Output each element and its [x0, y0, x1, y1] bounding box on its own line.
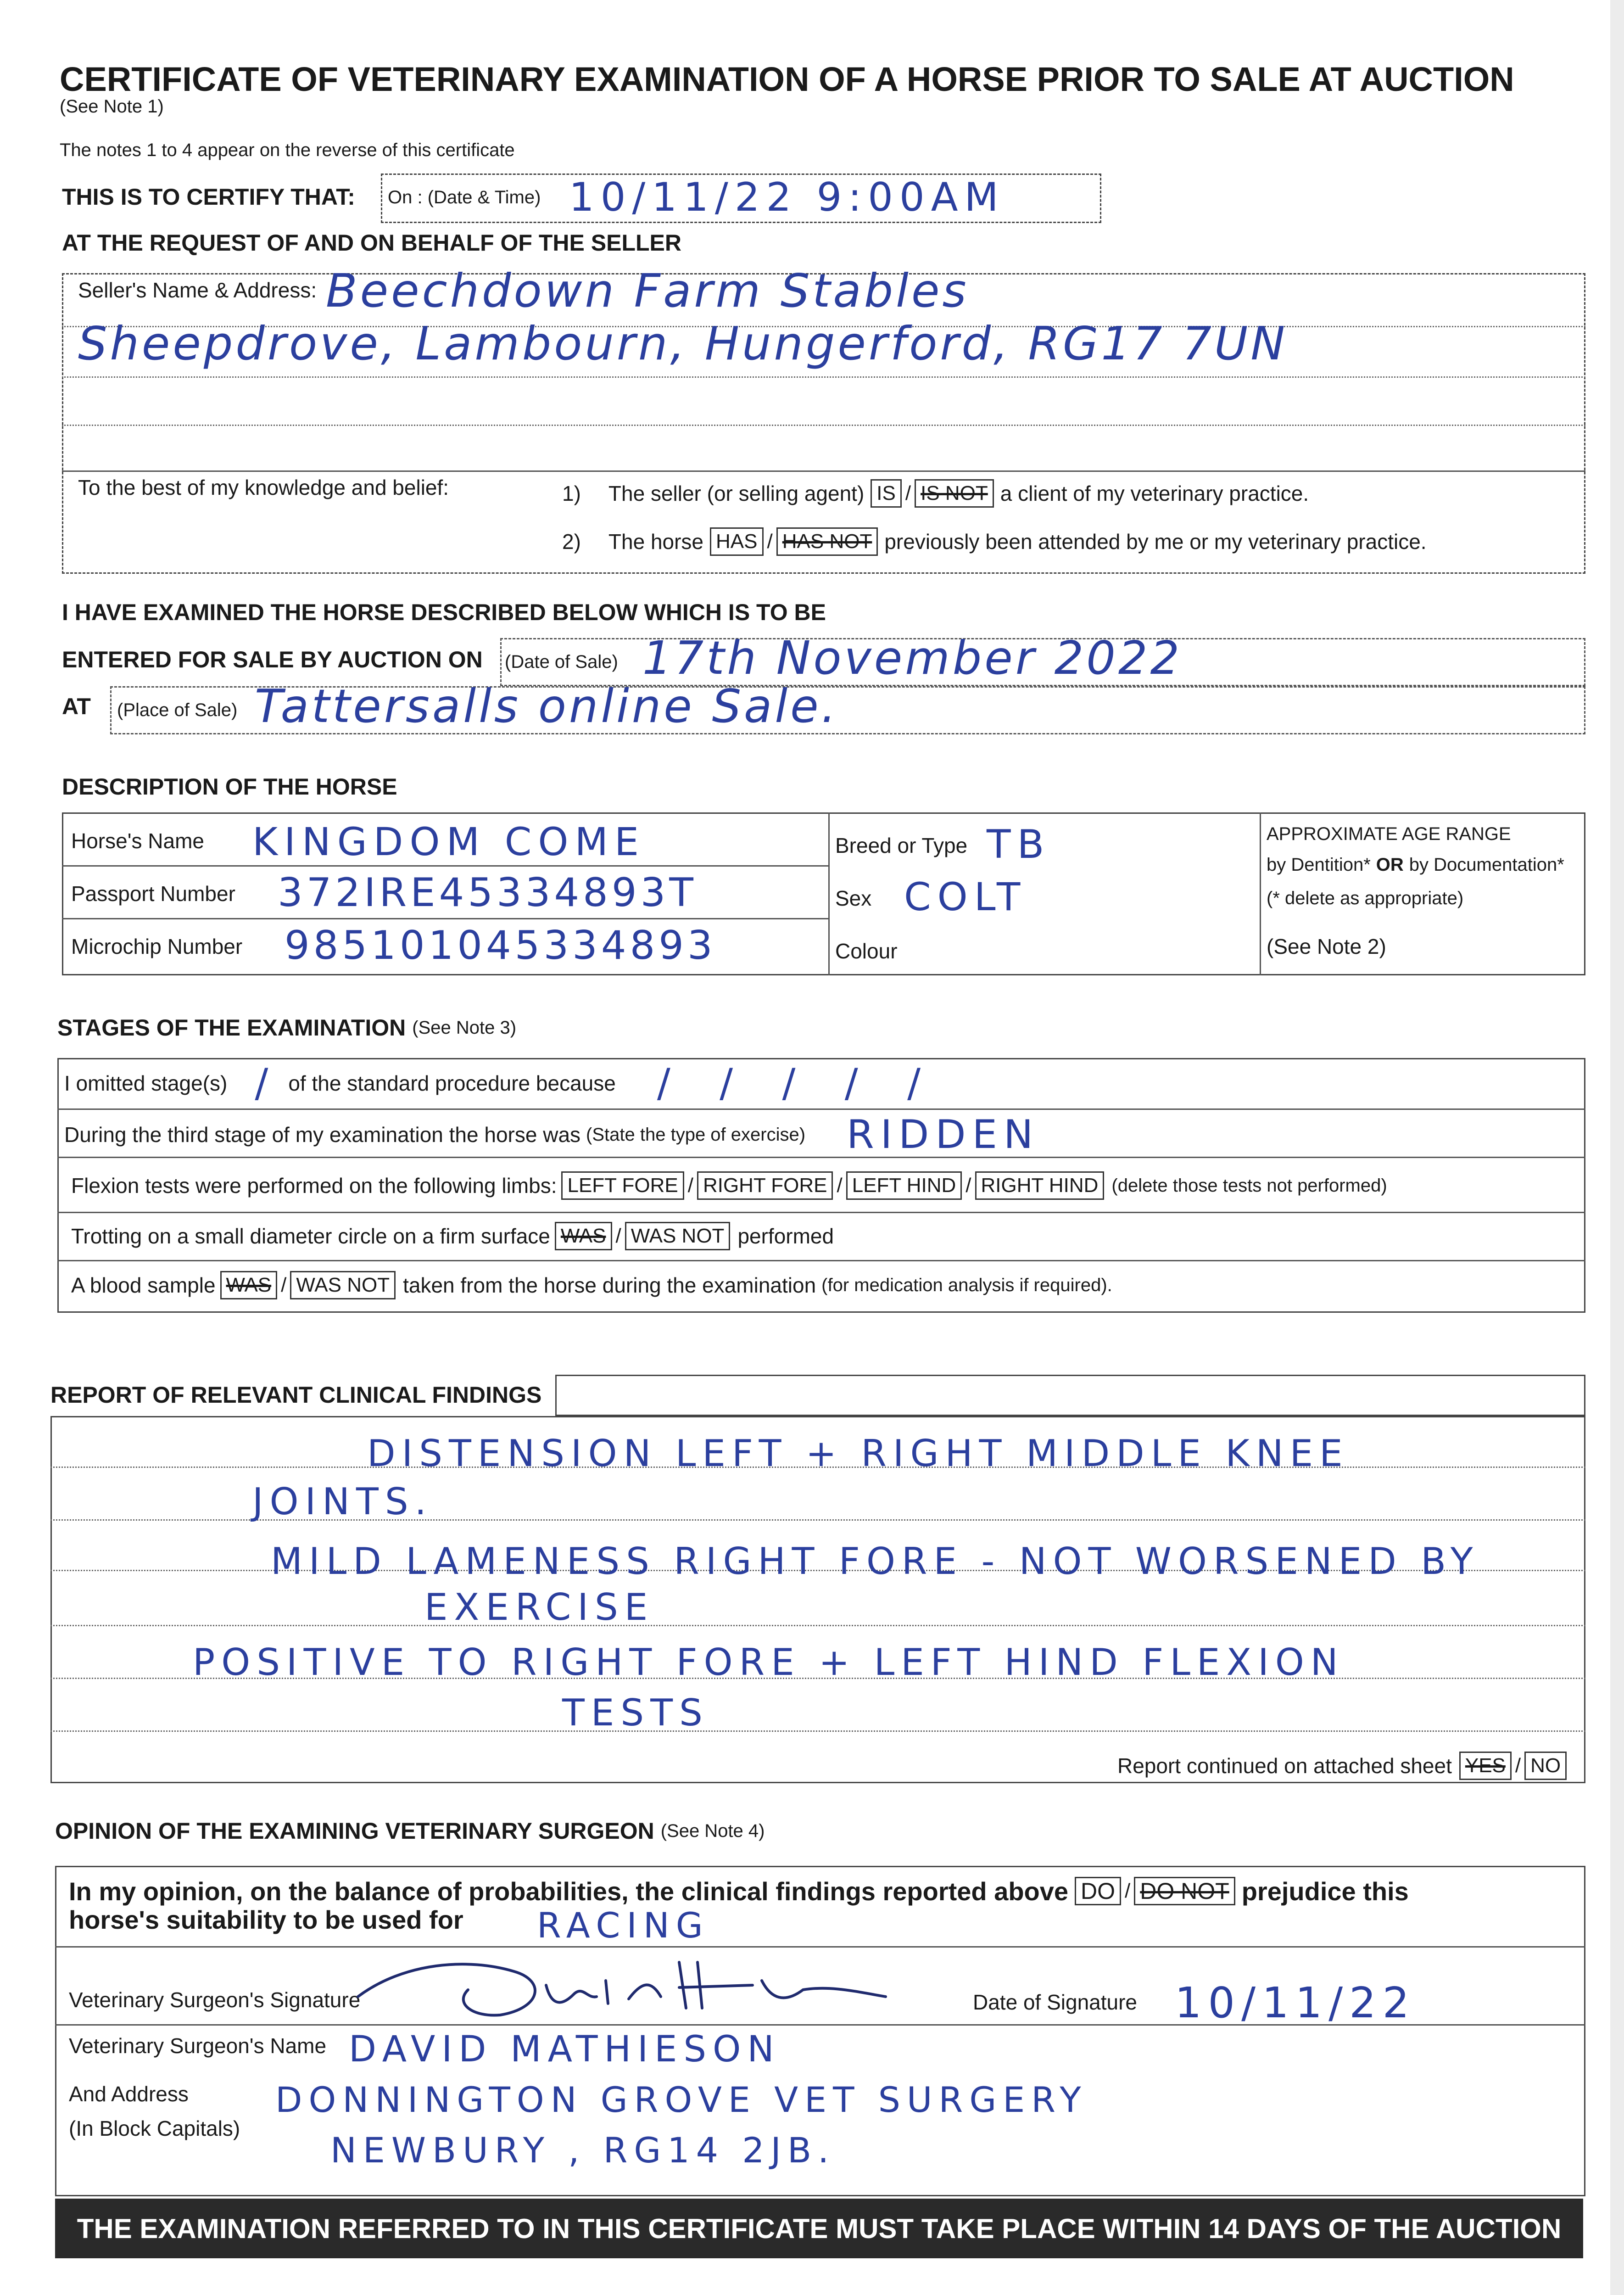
date-of-sale-label: (Date of Sale) [505, 652, 618, 672]
flexion-right-hind[interactable]: RIGHT HIND [975, 1171, 1105, 1200]
entered-label: ENTERED FOR SALE BY AUCTION ON [62, 647, 483, 672]
flexion-label: Flexion tests were performed on the following limbs: [71, 1174, 557, 1198]
date-of-signature-value: 10/11/22 [1175, 1978, 1416, 2027]
omitted-pre: I omitted stage(s) [64, 1071, 228, 1095]
item2-has-not-option[interactable]: HAS NOT [776, 527, 878, 556]
trotting-was-option[interactable]: WAS [555, 1222, 612, 1250]
item1-slash: / [905, 482, 911, 504]
desc-col-line-2 [1260, 812, 1261, 975]
vet-name-value: DAVID MATHIESON [349, 2029, 781, 2070]
opinion-text-pre: In my opinion, on the balance of probabilities, the clinical findings reported above [69, 1876, 1069, 1906]
opinion-line-1 [55, 1946, 1585, 1948]
passport-value: 372IRE45334893T [278, 870, 697, 916]
flexion-left-fore[interactable]: LEFT FORE [561, 1171, 684, 1200]
third-stage-label: During the third stage of my examination the horse was [64, 1123, 581, 1147]
flexion-right-fore[interactable]: RIGHT FORE [697, 1171, 833, 1200]
item1-is-option[interactable]: IS [871, 479, 902, 508]
blood-was-option[interactable]: WAS [220, 1271, 278, 1299]
desc-row-line-1 [62, 865, 828, 867]
blood-slash: / [281, 1274, 287, 1296]
at-label: AT [62, 694, 91, 719]
flexion-slash-1: / [687, 1174, 693, 1197]
signature-value [349, 1958, 415, 1968]
flexion-row [71, 1170, 1387, 1202]
trotting-label: Trotting on a small diameter circle on a firm surface [71, 1224, 550, 1248]
vet-name-label: Veterinary Surgeon's Name [69, 2034, 327, 2058]
seller-line-2 [62, 376, 1585, 378]
certify-label: THIS IS TO CERTIFY THAT: [62, 184, 355, 210]
desc-col-line-1 [828, 812, 830, 975]
third-stage-row [64, 1112, 1040, 1158]
breed-label: Breed or Type [835, 834, 968, 857]
item2-number: 2) [562, 530, 581, 554]
finding-line-2: JOINTS. [252, 1480, 433, 1523]
trotting-row [71, 1220, 834, 1252]
footer-notice: THE EXAMINATION REFERRED TO IN THIS CERTIFICATE MUST TAKE PLACE WITHIN 14 DAYS OF THE AUCTION [55, 2199, 1583, 2258]
notes-line: The notes 1 to 4 appear on the reverse of this certificate [60, 140, 515, 160]
findings-line-4 [50, 1625, 1585, 1626]
signature-label: Veterinary Surgeon's Signature [69, 1988, 361, 2012]
trotting-slash: / [615, 1225, 621, 1247]
colour-label: Colour [835, 939, 898, 963]
vet-address-label: And Address [69, 2082, 189, 2106]
item2-post: previously been attended by me or my veterinary practice. [884, 530, 1427, 554]
opinion-heading-note: (See Note 4) [660, 1820, 765, 1841]
omitted-stage-value: / [255, 1060, 275, 1106]
certificate-title: CERTIFICATE OF VETERINARY EXAMINATION OF A HORSE PRIOR TO SALE AT AUCTION [60, 60, 1514, 98]
third-stage-hint: (State the type of exercise) [586, 1124, 806, 1145]
opinion-heading [55, 1818, 765, 1844]
blood-label: A blood sample [71, 1273, 216, 1297]
stages-line-2 [57, 1157, 1585, 1158]
knowledge-item-2 [562, 526, 1427, 558]
description-heading: DESCRIPTION OF THE HORSE [62, 774, 397, 800]
finding-line-1: DISTENSION LEFT + RIGHT MIDDLE KNEE [367, 1432, 1349, 1475]
see-note-1: (See Note 1) [60, 96, 164, 117]
opinion-text-line-2: horse's suitability to be used for [69, 1905, 463, 1934]
report-continued-slash: / [1515, 1754, 1521, 1777]
signature-drawing [349, 1953, 890, 2022]
blood-post: taken from the horse during the examination [403, 1273, 816, 1297]
place-of-sale-label: (Place of Sale) [117, 700, 238, 720]
age-or: OR [1376, 855, 1404, 875]
finding-line-4: EXERCISE [424, 1586, 654, 1629]
age-delete-note: (* delete as appropriate) [1267, 888, 1464, 908]
trotting-post: performed [737, 1224, 834, 1248]
opinion-do-option[interactable]: DO [1075, 1877, 1121, 1905]
item2-slash: / [767, 530, 773, 553]
microchip-label: Microchip Number [71, 935, 243, 958]
horse-name-label: Horse's Name [71, 829, 204, 853]
examined-line: I HAVE EXAMINED THE HORSE DESCRIBED BELOW WHICH IS TO BE [62, 599, 826, 625]
blood-was-not-option[interactable]: WAS NOT [290, 1271, 396, 1299]
place-of-sale-value: Tattersalls online Sale. [255, 679, 839, 733]
stages-heading [57, 1014, 516, 1041]
flexion-slash-3: / [965, 1174, 971, 1197]
omitted-reason-value: / / / / / [657, 1060, 939, 1106]
request-line: AT THE REQUEST OF AND ON BEHALF OF THE SELLER [62, 230, 681, 256]
item2-has-option[interactable]: HAS [710, 527, 763, 556]
breed-value: TB [987, 822, 1051, 868]
seller-address-value: Sheepdrove, Lambourn, Hungerford, RG17 7UN [78, 317, 1288, 370]
seller-divider [62, 470, 1585, 472]
opinion-heading-text: OPINION OF THE EXAMINING VETERINARY SURGEON [55, 1818, 654, 1844]
trotting-was-not-option[interactable]: WAS NOT [625, 1222, 731, 1250]
opinion-text-post: prejudice this [1241, 1876, 1409, 1906]
third-stage-value: RIDDEN [847, 1112, 1040, 1158]
blood-hint: (for medication analysis if required). [821, 1275, 1112, 1295]
date-of-sale-value: 17th November 2022 [642, 631, 1183, 685]
age-range-options [1267, 855, 1564, 875]
opinion-text-row [69, 1874, 1409, 1909]
flexion-left-hind[interactable]: LEFT HIND [846, 1171, 962, 1200]
finding-line-6: TESTS [562, 1691, 709, 1734]
passport-label: Passport Number [71, 882, 235, 906]
age-see-note-2: (See Note 2) [1267, 935, 1386, 958]
sex-label: Sex [835, 886, 872, 910]
date-time-value: 10/11/22 9:00AM [569, 174, 1005, 220]
vet-address-line-1: DONNINGTON GROVE VET SURGERY [275, 2079, 1088, 2120]
desc-row-line-2 [62, 918, 828, 919]
sex-value: COLT [904, 874, 1027, 919]
omitted-row [64, 1060, 939, 1106]
blood-row [71, 1269, 1112, 1301]
seller-name-value: Beechdown Farm Stables [326, 264, 969, 318]
horse-name-value: KINGDOM COME [252, 819, 646, 864]
finding-line-3: MILD LAMENESS RIGHT FORE - NOT WORSENED BY [271, 1540, 1479, 1583]
report-continued-yes[interactable]: YES [1459, 1752, 1512, 1780]
opinion-do-not-option[interactable]: DO NOT [1134, 1877, 1235, 1905]
flexion-slash-2: / [837, 1174, 843, 1197]
stages-heading-note: (See Note 3) [412, 1017, 517, 1038]
opinion-slash: / [1125, 1880, 1131, 1902]
item1-number: 1) [562, 481, 581, 505]
date-of-signature-label: Date of Signature [973, 1990, 1138, 2014]
age-by-documentation[interactable]: by Documentation* [1409, 855, 1564, 875]
vet-address-line-2: NEWBURY , RG14 2JB. [330, 2130, 836, 2171]
item1-post: a client of my veterinary practice. [1000, 481, 1309, 505]
omitted-post: of the standard procedure because [288, 1071, 616, 1095]
microchip-value: 985101045334893 [285, 923, 716, 968]
age-range-heading: APPROXIMATE AGE RANGE [1267, 824, 1511, 844]
findings-header-box [555, 1375, 1585, 1416]
knowledge-item-1 [562, 477, 1309, 509]
report-continued-label: Report continued on attached sheet [1117, 1754, 1452, 1778]
item1-text: The seller (or selling agent) [608, 481, 865, 505]
item1-is-not-option[interactable]: IS NOT [915, 479, 994, 508]
vet-address-hint: (In Block Capitals) [69, 2116, 240, 2140]
flexion-post: (delete those tests not performed) [1111, 1175, 1387, 1196]
age-by-dentition[interactable]: by Dentition* [1267, 855, 1371, 875]
report-continued-row [1117, 1750, 1567, 1782]
stages-heading-text: STAGES OF THE EXAMINATION [57, 1015, 406, 1041]
stages-line-3 [57, 1212, 1585, 1213]
seller-line-3 [62, 425, 1585, 426]
report-continued-no[interactable]: NO [1524, 1752, 1567, 1780]
knowledge-label: To the best of my knowledge and belief: [78, 476, 449, 499]
intended-use-value: RACING [537, 1905, 709, 1946]
on-date-time-label: On : (Date & Time) [388, 187, 541, 207]
stages-line-4 [57, 1260, 1585, 1261]
item2-text: The horse [608, 530, 704, 554]
findings-heading: REPORT OF RELEVANT CLINICAL FINDINGS [50, 1382, 542, 1408]
findings-line-6 [50, 1730, 1585, 1732]
seller-name-label: Seller's Name & Address: [78, 278, 317, 302]
finding-line-5: POSITIVE TO RIGHT FORE + LEFT HIND FLEXION [193, 1641, 1345, 1684]
stages-line-1 [57, 1108, 1585, 1110]
